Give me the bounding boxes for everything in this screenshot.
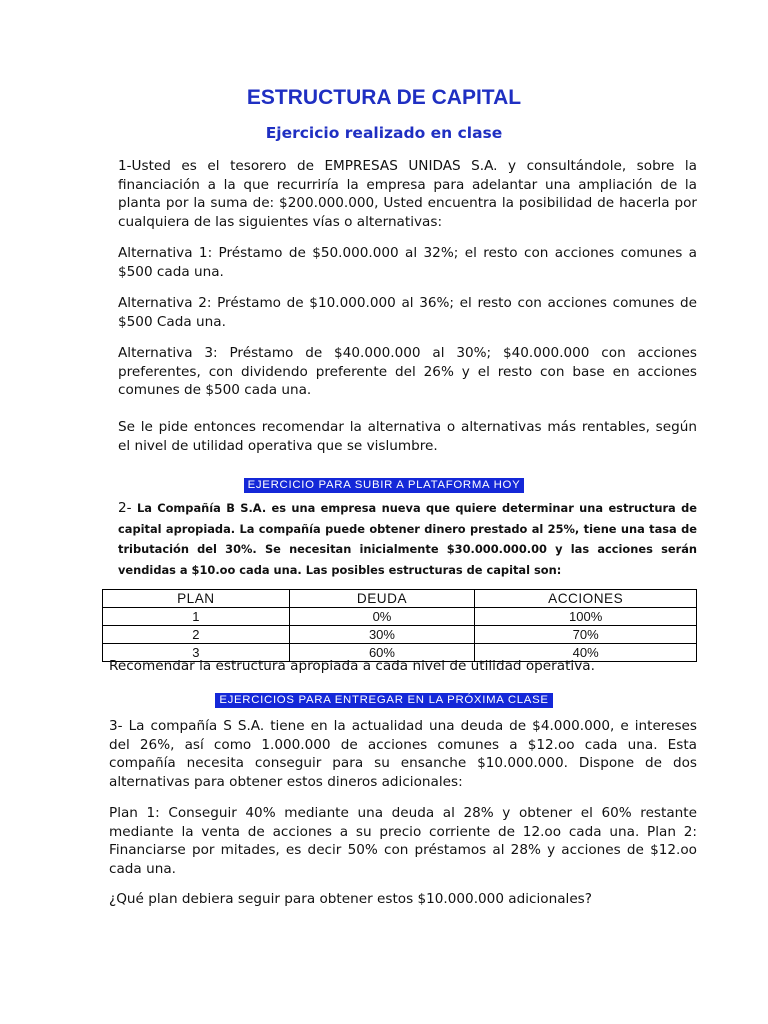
- upload-today-banner-label: EJERCICIO PARA SUBIR A PLATAFORMA HOY: [244, 478, 525, 493]
- table-row: [103, 626, 697, 644]
- exercise-1-alternative-3: Alternativa 3: Préstamo de $40.000.000 al 30%; $40.000.000 con acciones preferentes, con dividendo preferente del 26% y el resto con base en acciones comunes de $500 cada una.: [118, 345, 697, 399]
- capital-structure-table: [102, 589, 697, 662]
- header-deuda: DEUDA: [289, 590, 475, 608]
- cell-acciones: 100%: [475, 608, 697, 626]
- exercise-2-text: La Compañía B S.A. es una empresa nueva que quiere determinar una estructura de capital apropiada. La compañía puede obtener dinero prestado al 25%, tiene una tasa de tributación del 30%. Se necesitan inicialmente $30.000.000.00 y las acciones serán vendidas a $10.oo cada una. Las posibles estructuras de capital son:: [118, 501, 697, 577]
- upload-today-banner: [0, 473, 768, 493]
- exercise-2-statement: [118, 498, 697, 580]
- cell-deuda: 60%: [289, 644, 475, 662]
- cell-plan: 1: [103, 608, 290, 626]
- next-class-banner-label: EJERCICIOS PARA ENTREGAR EN LA PRÓXIMA CLASE: [215, 693, 552, 708]
- exercise-3-statement: 3- La compañía S S.A. tiene en la actualidad una deuda de $4.000.000, e intereses del 26%, así como 1.000.000 de acciones comunes a $12.oo cada una. Esta compañía necesita conseguir para su ensanche $10.000.000. Dispone de dos alternativas para obtener estos dineros adicionales:: [109, 718, 697, 790]
- next-class-banner: [0, 688, 768, 708]
- exercise-3-plans: Plan 1: Conseguir 40% mediante una deuda al 28% y obtener el 60% restante mediante la venta de acciones a su precio corriente de 12.oo cada una. Plan 2: Financiarse por mitades, es decir 50% con préstamos al 28% y acciones de $12.oo cada una.: [109, 805, 697, 877]
- cell-plan: 3: [103, 644, 290, 662]
- exercise-1-alternative-1: Alternativa 1: Préstamo de $50.000.000 al 32%; el resto con acciones comunes a $500 cada una.: [118, 245, 697, 280]
- cell-acciones: 70%: [475, 626, 697, 644]
- exercise-1-alternative-2: Alternativa 2: Préstamo de $10.000.000 al 36%; el resto con acciones comunes de $500 Cada una.: [118, 295, 697, 330]
- exercise-1-intro: 1-Usted es el tesorero de EMPRESAS UNIDAS S.A. y consultándole, sobre la financiación a la que recurriría la empresa para adelantar una ampliación de la planta por la suma de: $200.000.000, Usted encuentra la posibilidad de hacerla por cualquiera de las siguientes vías o alternativas:: [118, 158, 697, 230]
- exercise-2-instruction: Recomendar la estructura apropiada a cada nivel de utilidad operativa.: [109, 658, 595, 674]
- cell-plan: 2: [103, 626, 290, 644]
- cell-acciones: 40%: [475, 644, 697, 662]
- exercise-2-number: 2-: [118, 500, 132, 516]
- exercise-3-question: ¿Qué plan debiera seguir para obtener estos $10.000.000 adicionales?: [109, 891, 592, 907]
- page-title: ESTRUCTURA DE CAPITAL: [246, 86, 522, 109]
- page-subtitle: Ejercicio realizado en clase: [265, 124, 503, 142]
- cell-deuda: 30%: [289, 626, 475, 644]
- header-acciones: ACCIONES: [475, 590, 697, 608]
- cell-deuda: 0%: [289, 608, 475, 626]
- exercise-1-question: Se le pide entonces recomendar la alternativa o alternativas más rentables, según el nivel de utilidad operativa que se vislumbre.: [118, 419, 697, 454]
- header-plan: PLAN: [103, 590, 290, 608]
- table-row: [103, 608, 697, 626]
- table-header-row: [103, 590, 697, 608]
